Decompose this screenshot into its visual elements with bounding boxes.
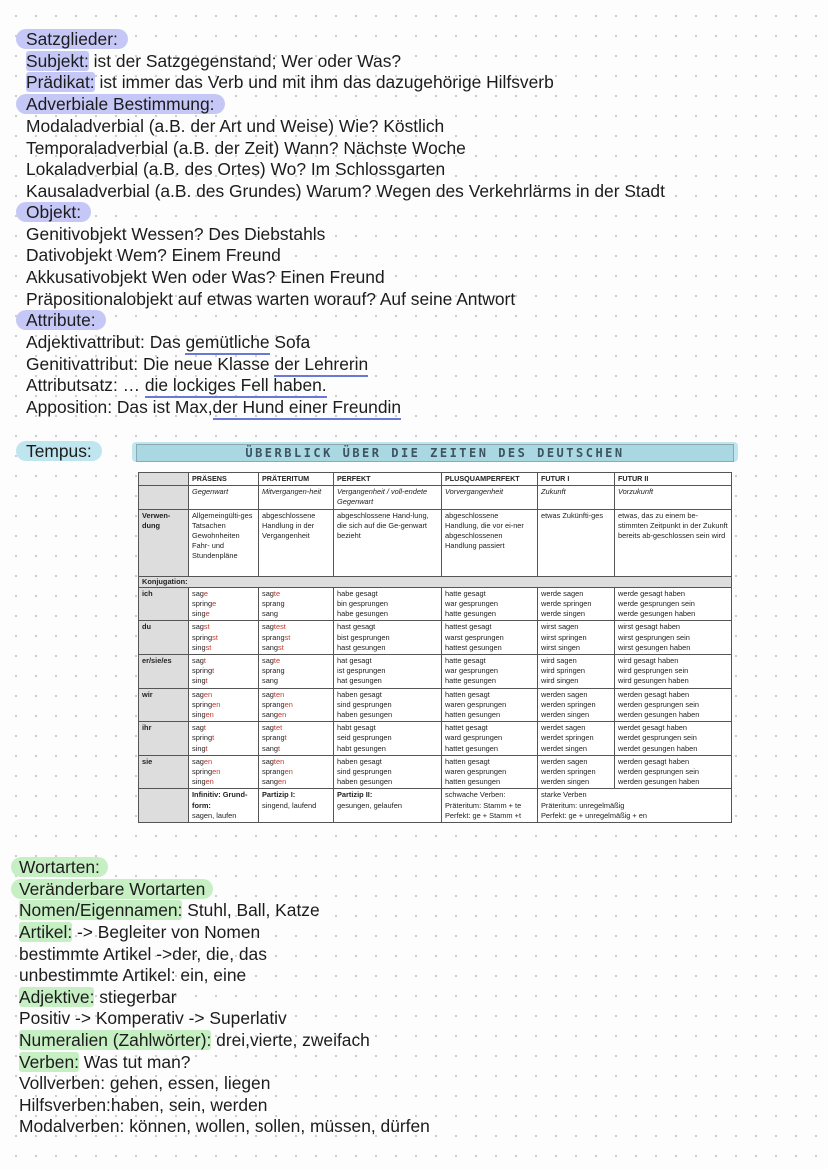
tempus-heading: Tempus: bbox=[26, 441, 102, 462]
table-cell: hatten gesagt waren gesprungen hatten gesungen bbox=[442, 755, 538, 789]
wortarten-heading: Wortarten: bbox=[19, 857, 108, 878]
objekt-line: Dativobjekt Wem? Einem Freund bbox=[26, 245, 281, 265]
wortart-line: bestimmte Artikel ->der, die, das bbox=[19, 944, 267, 964]
table-cell: sagst springst singst bbox=[189, 621, 259, 655]
column-subheader: Vorzukunft bbox=[615, 486, 732, 509]
table-cell: abgeschlossene Hand-lung, die sich auf die Ge-genwart bezieht bbox=[334, 509, 442, 576]
table-cell: werden gesagt haben werden gesprungen sein werden gesungen haben bbox=[615, 688, 732, 722]
column-subheader: Vergangenheit / voll-endete Gegenwart bbox=[334, 486, 442, 509]
column-subheader: Gegenwart bbox=[189, 486, 259, 509]
table-cell: haben gesagt sind gesprungen haben gesungen bbox=[334, 688, 442, 722]
tense-banner bbox=[132, 442, 738, 462]
column-subheader: Vorvergangenheit bbox=[442, 486, 538, 509]
conjugation-row bbox=[139, 755, 732, 789]
adverbiale-heading: Adverbiale Bestimmung: bbox=[26, 94, 225, 115]
wortart-line: Hilfsverben:haben, sein, werden bbox=[19, 1095, 268, 1115]
footer-row bbox=[139, 789, 732, 823]
table-cell: wird gesagt haben wird gesprungen sein wird gesungen haben bbox=[615, 655, 732, 689]
person-label: wir bbox=[139, 688, 189, 722]
tense-table bbox=[138, 472, 732, 823]
satzglieder-heading: Satzglieder: bbox=[26, 29, 128, 50]
column-header: FUTUR I bbox=[538, 473, 615, 486]
conjugation-row bbox=[139, 587, 732, 621]
attribut-line: Genitivattribut: Die neue Klasse der Lehrerin bbox=[26, 354, 368, 375]
table-cell: sagten sprangen sangen bbox=[259, 755, 334, 789]
table-cell: Allgemeingülti-ges Tatsachen Gewohnheiten Fahr- und Stundenpläne bbox=[189, 509, 259, 576]
table-cell: etwas, das zu einem be-stimmten Zeitpunkt in der Zukunft bereits ab-geschlossen sein wird bbox=[615, 509, 732, 576]
column-subheader: Mitvergangen-heit bbox=[259, 486, 334, 509]
column-subheader: Zukunft bbox=[538, 486, 615, 509]
table-corner bbox=[139, 473, 189, 486]
person-label: du bbox=[139, 621, 189, 655]
konjugation-label: Konjugation: bbox=[139, 576, 732, 587]
tense-header-row bbox=[139, 473, 732, 486]
table-cell: wirst sagen wirst springen wirst singen bbox=[538, 621, 615, 655]
objekt-line: Akkusativobjekt Wen oder Was? Einen Freund bbox=[26, 267, 385, 287]
table-cell: sagtet sprangt sangt bbox=[259, 722, 334, 756]
row-label: Verwen-dung bbox=[139, 509, 189, 576]
table-cell: etwas Zukünfti-ges bbox=[538, 509, 615, 576]
conjugation-row bbox=[139, 688, 732, 722]
table-cell: starke Verben Präteritum: unregelmäßig Perfekt: ge + unregelmäßig + en bbox=[538, 789, 732, 823]
wortart-line: Positiv -> Komperativ -> Superlativ bbox=[19, 1008, 287, 1028]
table-cell: wirst gesagt haben wirst gesprungen sein wirst gesungen haben bbox=[615, 621, 732, 655]
konjugation-row bbox=[139, 576, 732, 587]
conjugation-row bbox=[139, 722, 732, 756]
wortart-line: Modalverben: können, wollen, sollen, müssen, dürfen bbox=[19, 1116, 430, 1136]
verwendung-row bbox=[139, 509, 732, 576]
table-cell: abgeschlossene Handlung, die vor ei-ner abgeschlossenen Handlung passiert bbox=[442, 509, 538, 576]
table-cell: haben gesagt sind gesprungen haben gesungen bbox=[334, 755, 442, 789]
wortart-line: Vollverben: gehen, essen, liegen bbox=[19, 1073, 271, 1093]
person-label: ich bbox=[139, 587, 189, 621]
praedikat-label: Prädikat: bbox=[26, 72, 95, 92]
table-cell: hatte gesagt war gesprungen hatte gesungen bbox=[442, 655, 538, 689]
subjekt-label: Subjekt: bbox=[26, 51, 89, 71]
wortart-line: Nomen/Eigennamen: Stuhl, Ball, Katze bbox=[19, 900, 320, 920]
tense-subheader-row bbox=[139, 486, 732, 509]
objekt-heading: Objekt: bbox=[26, 202, 91, 223]
conjugation-row bbox=[139, 655, 732, 689]
table-cell: sagtest sprangst sangst bbox=[259, 621, 334, 655]
adverbial-line: Modaladverbial (a.B. der Art und Weise) Wie? Köstlich bbox=[26, 116, 445, 136]
table-cell: werdet sagen werdet springen werdet singen bbox=[538, 722, 615, 756]
attribut-line: Apposition: Das ist Max,der Hund einer Freundin bbox=[26, 397, 401, 418]
wortart-line: Artikel: -> Begleiter von Nomen bbox=[19, 922, 261, 942]
person-label: ihr bbox=[139, 722, 189, 756]
conjugation-row bbox=[139, 621, 732, 655]
table-cell: sage springe singe bbox=[189, 587, 259, 621]
tense-overview-image bbox=[132, 442, 738, 838]
tense-banner-title: ÜBERBLICK ÜBER DIE ZEITEN DES DEUTSCHEN bbox=[136, 444, 734, 462]
objekt-line: Präpositionalobjekt auf etwas warten worauf? Auf seine Antwort bbox=[26, 289, 516, 309]
table-cell: werden gesagt haben werden gesprungen sein werden gesungen haben bbox=[615, 755, 732, 789]
table-cell: sagt springt singt bbox=[189, 655, 259, 689]
table-cell: wird sagen wird springen wird singen bbox=[538, 655, 615, 689]
attribut-line: Adjektivattribut: Das gemütliche Sofa bbox=[26, 332, 310, 353]
veraenderbare-heading: Veränderbare Wortarten bbox=[19, 879, 213, 900]
adverbial-line: Lokaladverbial (a.B. des Ortes) Wo? Im Schlossgarten bbox=[26, 159, 446, 179]
table-cell: habt gesagt seid gesprungen habt gesungen bbox=[334, 722, 442, 756]
adverbial-line: Temporaladverbial (a.B. der Zeit) Wann? Nächste Woche bbox=[26, 138, 466, 158]
table-cell: sagte sprang sang bbox=[259, 655, 334, 689]
objekt-line: Genitivobjekt Wessen? Des Diebstahls bbox=[26, 224, 326, 244]
table-cell: hattet gesagt ward gesprungen hattet gesungen bbox=[442, 722, 538, 756]
praedikat-line: Prädikat: ist immer das Verb und mit ihm das dazugehörige Hilfsverb bbox=[26, 72, 554, 92]
table-cell: Infinitiv: Grund-form: sagen, laufen bbox=[189, 789, 259, 823]
subjekt-line: Subjekt: ist der Satzgegenstand; Wer oder Was? bbox=[26, 51, 402, 71]
table-cell: hat gesagt ist gesprungen hat gesungen bbox=[334, 655, 442, 689]
column-header: PRÄSENS bbox=[189, 473, 259, 486]
table-cell: Partizip II: gesungen, gelaufen bbox=[334, 789, 442, 823]
table-cell: hattest gesagt warst gesprungen hattest gesungen bbox=[442, 621, 538, 655]
wortart-line: Numeralien (Zahlwörter): drei,vierte, zweifach bbox=[19, 1030, 370, 1050]
table-cell: werden sagen werden springen werden singen bbox=[538, 688, 615, 722]
table-cell: werde sagen werde springen werde singen bbox=[538, 587, 615, 621]
table-cell: hatten gesagt waren gesprungen hatten gesungen bbox=[442, 688, 538, 722]
table-cell: habe gesagt bin gesprungen habe gesungen bbox=[334, 587, 442, 621]
table-cell: sagt springt singt bbox=[189, 722, 259, 756]
column-header: PRÄTERITUM bbox=[259, 473, 334, 486]
wortart-line: Adjektive: stiegerbar bbox=[19, 987, 177, 1007]
table-cell: werdet gesagt haben werdet gesprungen sein werdet gesungen haben bbox=[615, 722, 732, 756]
table-cell: schwache Verben: Präteritum: Stamm + te Perfekt: ge + Stamm +t bbox=[442, 789, 538, 823]
table-cell: hast gesagt bist gesprungen hast gesungen bbox=[334, 621, 442, 655]
table-cell: werden sagen werden springen werden singen bbox=[538, 755, 615, 789]
person-label: er/sie/es bbox=[139, 655, 189, 689]
table-cell: Partizip I: singend, laufend bbox=[259, 789, 334, 823]
table-cell: abgeschlossene Handlung in der Vergangenheit bbox=[259, 509, 334, 576]
table-cell: hatte gesagt war gesprungen hatte gesungen bbox=[442, 587, 538, 621]
attribute-heading: Attribute: bbox=[26, 310, 106, 331]
table-cell: sagen springen singen bbox=[189, 688, 259, 722]
table-cell: werde gesagt haben werde gesprungen sein werde gesungen haben bbox=[615, 587, 732, 621]
column-header: PLUSQUAMPERFEKT bbox=[442, 473, 538, 486]
table-cell: sagen springen singen bbox=[189, 755, 259, 789]
adverbial-line: Kausaladverbial (a.B. des Grundes) Warum? Wegen des Verkehrlärms in der Stadt bbox=[26, 181, 665, 201]
table-cell: sagten sprangen sangen bbox=[259, 688, 334, 722]
attribut-line: Attributsatz: … die lockiges Fell haben. bbox=[26, 375, 327, 396]
wortart-line: Verben: Was tut man? bbox=[19, 1052, 191, 1072]
wortart-line: unbestimmte Artikel: ein, eine bbox=[19, 965, 247, 985]
column-header: PERFEKT bbox=[334, 473, 442, 486]
person-label: sie bbox=[139, 755, 189, 789]
table-cell: sagte sprang sang bbox=[259, 587, 334, 621]
column-header: FUTUR II bbox=[615, 473, 732, 486]
